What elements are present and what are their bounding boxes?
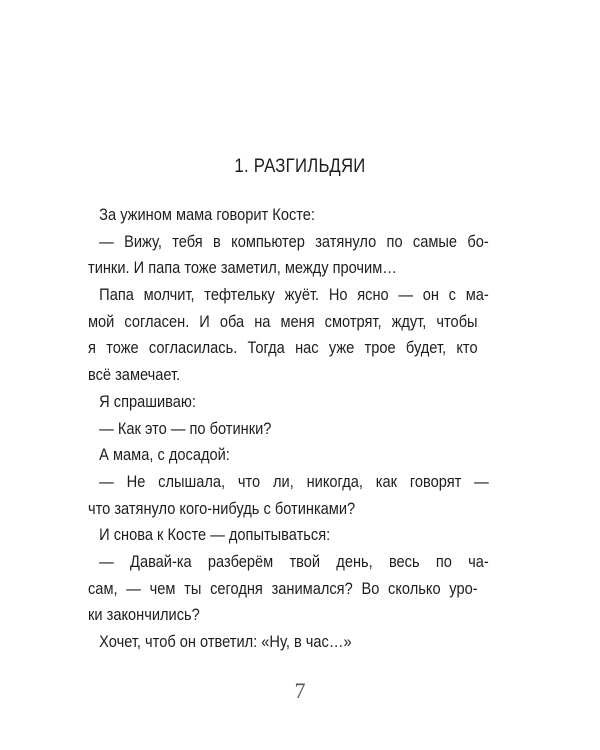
text-line: За ужином мама говорит Косте:: [99, 205, 315, 224]
text-line: Хочет, чтоб он ответил: «Ну, в час…»: [99, 632, 352, 651]
chapter-title: 1. РАЗГИЛЬДЯИ: [234, 156, 366, 177]
text-line: всё замечает.: [88, 365, 181, 385]
text-line: Папа молчит, тефтельку жуёт. Но ясно — он с ма-: [99, 285, 489, 305]
text-line: тинки. И папа тоже заметил, между прочим…: [88, 258, 397, 278]
text-line: мой согласен. И оба на меня смотрят, ждут, чтобы: [88, 311, 478, 331]
text-line: что затянуло кого-нибудь с ботинками?: [88, 498, 356, 518]
text-line: Я спрашиваю:: [99, 391, 196, 411]
text-line: — Не слышала, что ли, никогда, как говорят —: [99, 471, 489, 491]
page-number: 7: [294, 678, 306, 703]
text-line: я тоже согласилась. Тогда нас уже трое будет, кто: [88, 338, 478, 358]
text-line: И снова к Косте — допытываться:: [99, 525, 331, 545]
text-line: ки закончились?: [88, 605, 200, 625]
body-text: [88, 202, 489, 656]
text-line: — Вижу, тебя в компьютер затянуло по самые бо-: [99, 231, 489, 251]
text-line: А мама, с досадой:: [99, 445, 230, 465]
text-line: — Как это — по ботинки?: [99, 418, 272, 438]
text-line: — Давай-ка разберём твой день, весь по ча-: [99, 551, 489, 571]
text-line: сам, — чем ты сегодня занимался? Во сколько уро-: [88, 578, 478, 598]
